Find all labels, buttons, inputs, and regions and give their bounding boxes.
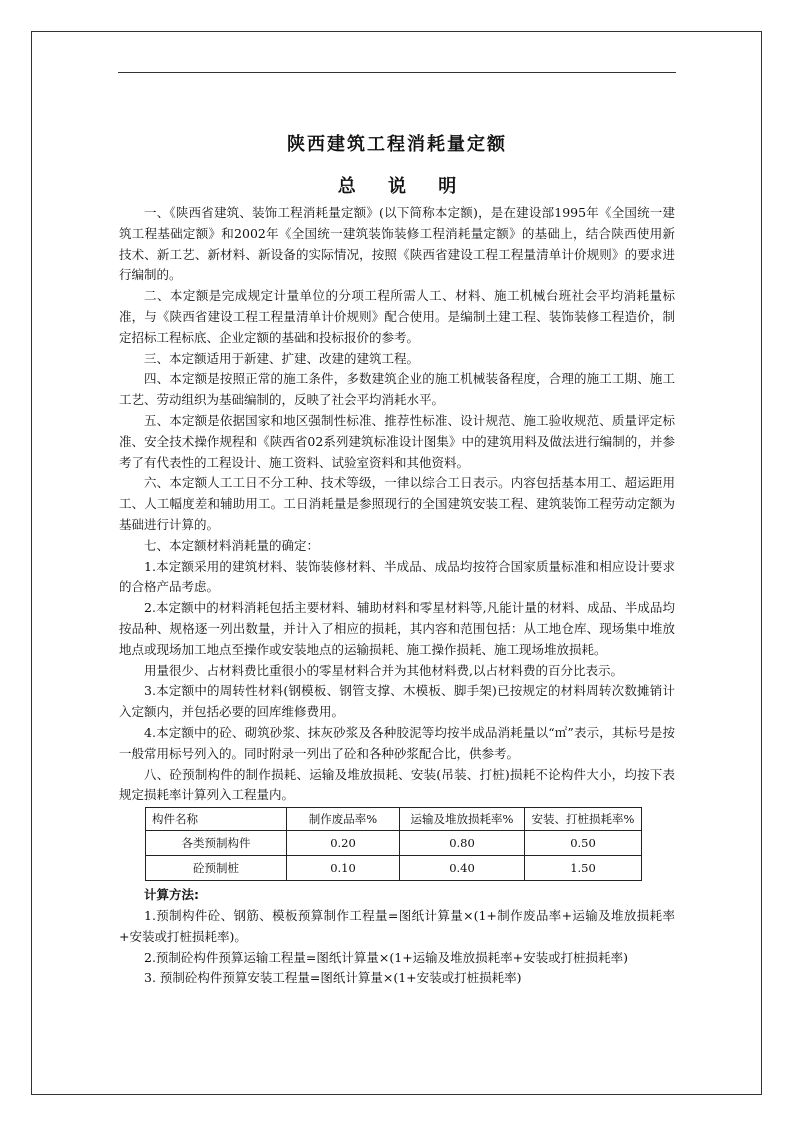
calc-item: 2.预制砼构件预算运输工程量=图纸计算量×(1+运输及堆放损耗率+安装或打桩损耗率) [144,949,629,965]
table-header-cell: 运输及堆放损耗率% [400,808,525,831]
paragraph: 二、本定额是完成规定计量单位的分项工程所需人工、材料、施工机械台班社会平均消耗量标准，与《陕西省建设工程工程量清单计价规则》配合使用。是编制土建工程、装饰装修工程造价，制定招标工程标底、企业定额的基础和投标报价的参考。 [119,288,675,345]
section-title: 总 说 明 [337,176,457,197]
paragraph: 一、《陕西省建筑、装饰工程消耗量定额》(以下简称本定额)，是在建设部1995年《全国统一建筑工程基础定额》和2002年《全国统一建筑装饰装修工程消耗量定额》的基础上，结合陕西使用新技术、新工艺、新材料、新设备的实际情况，按照《陕西省建设工程工程量清单计价规则》的要求进行编制的。 [119,205,675,283]
paragraph: 六、本定额人工工日不分工种、技术等级，一律以综合工日表示。内容包括基本用工、超运距用工、人工幅度差和辅助用工。工日消耗量是参照现行的全国建筑安装工程、建筑装饰工程劳动定额为基础进行计算的。 [119,475,675,532]
table-row [146,856,642,881]
header-rule [118,72,676,73]
table-cell: 砼预制桩 [146,856,287,881]
table-cell: 0.40 [400,856,525,881]
paragraph: 4.本定额中的砼、砌筑砂浆、抹灰砂浆及各种胶泥等均按半成品消耗量以“㎡”表示，其标号是按一般常用标号列入的。同时附录一列出了砼和各种砂浆配合比，供参考。 [119,724,675,761]
paragraph: 3.本定额中的周转性材料(钢模板、钢管支撑、木模板、脚手架)已按规定的材料周转次数摊销计入定额内，并包括必要的回库维修费用。 [119,683,675,720]
paragraph: 用量很少、占材料费比重很小的零星材料合并为其他材料费,以占材料费的百分比表示。 [144,662,623,678]
paragraph: 五、本定额是依据国家和地区强制性标准、推荐性标准、设计规范、施工验收规范、质量评定标准、安全技术操作规程和《陕西省02系列建筑标准设计图集》中的建筑用料及做法进行编制的，并参考了有代表性的工程设计、施工资料、试验室资料和其他资料。 [119,412,675,470]
calc-item: 3. 预制砼构件预算安装工程量=图纸计算量×(1+安装或打桩损耗率) [144,970,522,986]
table-header-cell: 制作废品率% [287,808,400,831]
paragraph: 四、本定额是按照正常的施工条件，多数建筑企业的施工机械装备程度，合理的施工工期、施工工艺、劳动组织为基础编制的，反映了社会平均消耗水平。 [119,371,675,408]
document-body [119,203,675,989]
table-cell: 各类预制构件 [146,831,287,856]
table-cell: 1.50 [525,856,642,881]
paragraph: 2.本定额中的材料消耗包括主要材料、辅助材料和零星材料等,凡能计量的材料、成品、半成品均按品种、规格逐一列出数量，并计入了相应的损耗，其内容和范围包括：从工地仓库、现场集中堆放地点或现场加工地点至操作或安装地点的运输损耗、施工操作损耗、施工现场堆放损耗。 [119,600,675,657]
document-title: 陕西建筑工程消耗量定额 [287,134,507,155]
table-cell: 0.10 [287,856,400,881]
calc-heading: 计算方法: [144,887,199,903]
table-cell: 0.80 [400,831,525,856]
paragraph: 1.本定额采用的建筑材料、装饰装修材料、半成品、成品均按符合国家质量标准和相应设计要求的合格产品考虑。 [119,558,675,595]
paragraph: 三、本定额适用于新建、扩建、改建的建筑工程。 [144,350,420,366]
loss-rate-table [145,807,642,881]
table-header-row [146,808,642,831]
table-cell: 0.50 [525,831,642,856]
table-row [146,831,642,856]
table-header-cell: 构件名称 [146,808,287,831]
paragraph: 八、砼预制构件的制作损耗、运输及堆放损耗、安装(吊装、打桩)损耗不论构件大小，均按下表规定损耗率计算列入工程量内。 [119,766,675,803]
table-header-cell: 安装、打桩损耗率% [525,808,642,831]
calc-item: 1.预制构件砼、钢筋、模板预算制作工程量=图纸计算量×(1+制作废品率+运输及堆放损耗率+安装或打桩损耗率)。 [119,907,675,944]
table-cell: 0.20 [287,831,400,856]
paragraph: 七、本定额材料消耗量的确定： [144,537,320,553]
